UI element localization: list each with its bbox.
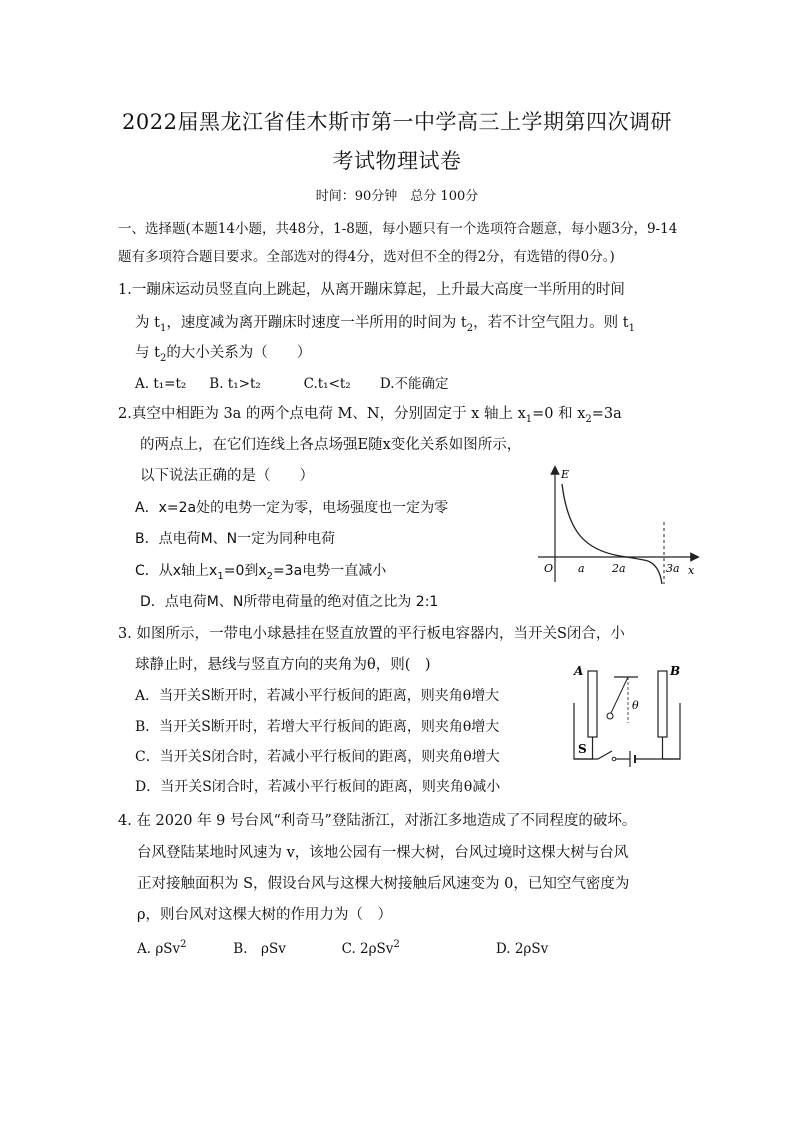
q2-field-curve-right xyxy=(648,561,662,584)
q1-option-b: B. t₁>t₂ xyxy=(209,376,261,392)
q3-switch-contact xyxy=(612,757,616,761)
q2-a-label: a xyxy=(578,562,585,575)
q3-ball xyxy=(607,713,613,719)
q3-option-d: D．当开关S闭合时，若减小平行板间的距离，则夹角θ减小 xyxy=(135,779,501,795)
q1-line2: 为 $t_1$，速度减为离开蹦床时速度一半所用的时间为 $t_2$，若不计空气阻力。则 $t_1$ xyxy=(135,315,635,334)
q3-theta-label: θ xyxy=(632,699,639,712)
q3-thread xyxy=(611,677,628,713)
q4-line4: ρ，则台风对这棵大树的作用力为（ ） xyxy=(137,907,393,923)
q4-line1: 4. 在 2020 年 9 号台风“利奇马”登陆浙江，对浙江多地造成了不同程度的破坏。 xyxy=(118,813,637,829)
q1-option-c: C.t₁<t₂ xyxy=(303,376,351,392)
section-instructions-line1: 一、选择题(本题14小题，共48分，1-8题，每小题只有一个选项符合题意，每小题3分，9-14 xyxy=(118,221,678,237)
q2-line1: 2.真空中相距为 3a 的两个点电荷 M、N，分别固定于 x 轴上 $x_1=0$ 和 $x_2=3a$ xyxy=(118,406,622,425)
q1-option-a: A. t₁=t₂ xyxy=(135,376,187,392)
q4-option-a: A. ρSv$^2$ xyxy=(137,939,187,957)
q3-option-a: A．当开关S断开时，若减小平行板间的距离，则夹角θ增大 xyxy=(135,688,500,704)
q3-plate-a xyxy=(588,671,597,737)
q2-field-curve-left xyxy=(562,484,648,561)
q2-option-a: A．x=2a处的电势一定为零，电场强度也一定为零 xyxy=(135,500,449,516)
q3-switch-lever xyxy=(598,751,612,759)
q4-option-b: B. ρSv xyxy=(233,940,286,957)
q2-option-d: D．点电荷M、N所带电荷量的绝对值之比为 2:1 xyxy=(140,594,439,610)
q3-b-label: B xyxy=(670,664,681,678)
q2-2a-label: 2a xyxy=(612,562,626,575)
exam-subtitle: 时间：90分钟 总分 100分 xyxy=(315,189,479,204)
q3-a-label: A xyxy=(574,664,584,678)
q4-option-d: D. 2ρSv xyxy=(495,940,549,957)
q2-line3: 以下说法正确的是（ ） xyxy=(140,468,314,484)
q2-o-label: O xyxy=(544,562,554,575)
q1-option-d: D.不能确定 xyxy=(379,376,449,392)
exam-title-line2: 考试物理试卷 xyxy=(332,149,462,173)
q4-line3: 正对接触面积为 S，假设台风与这棵大树接触后风速变为 0，已知空气密度为 xyxy=(137,876,630,892)
q3-option-c: C．当开关S闭合时，若减小平行板间的距离，则夹角θ增大 xyxy=(135,749,500,765)
q2-e-label: E xyxy=(561,468,570,481)
q3-line1: 3. 如图所示，一带电小球悬挂在竖直放置的平行板电容器内，当开关S闭合，小 xyxy=(118,626,625,642)
q4-options xyxy=(137,935,548,959)
exam-title-line1: 2022届黑龙江省佳木斯市第一中学高三上学期第四次调研 xyxy=(122,110,672,134)
q3-s-label: S xyxy=(578,742,587,756)
q4-option-c: C. 2ρSv$^2$ xyxy=(341,939,400,957)
q2-option-b: B．点电荷M、N一定为同种电荷 xyxy=(135,531,336,547)
q3-line2: 球静止时，悬线与竖直方向的夹角为θ，则( ) xyxy=(135,657,431,673)
q1-line1: 1.一蹦床运动员竖直向上跳起，从离开蹦床算起，上升最大高度一半所用的时间 xyxy=(118,282,625,298)
q2-line2: 的两点上，在它们连线上各点场强E随x变化关系如图所示， xyxy=(140,437,522,453)
q3-plate-b xyxy=(658,671,667,737)
q3-circuit-wire xyxy=(574,703,680,759)
q1-options xyxy=(135,374,449,394)
q1-line3: 与 $t_2$的大小关系为（ ） xyxy=(135,345,312,364)
q2-field-graph xyxy=(530,462,700,587)
q3-option-b: B．当开关S断开时，若增大平行板间的距离，则夹角θ增大 xyxy=(135,719,500,735)
section-instructions-line2: 题有多项符合题目要求。全部选对的得4分，选对但不全的得2分，有选错的得0分。) xyxy=(118,249,615,265)
q2-x-label: x xyxy=(688,564,695,577)
q3-capacitor-diagram xyxy=(568,663,688,773)
q4-line2: 台风登陆某地时风速为 v，该地公园有一棵大树，台风过境时这棵大树与台风 xyxy=(137,845,629,861)
q2-option-c: C．从x轴上$x_1=0$到$x_2=3a$电势一直减小 xyxy=(135,563,387,582)
q2-3a-label: 3a xyxy=(666,562,680,575)
